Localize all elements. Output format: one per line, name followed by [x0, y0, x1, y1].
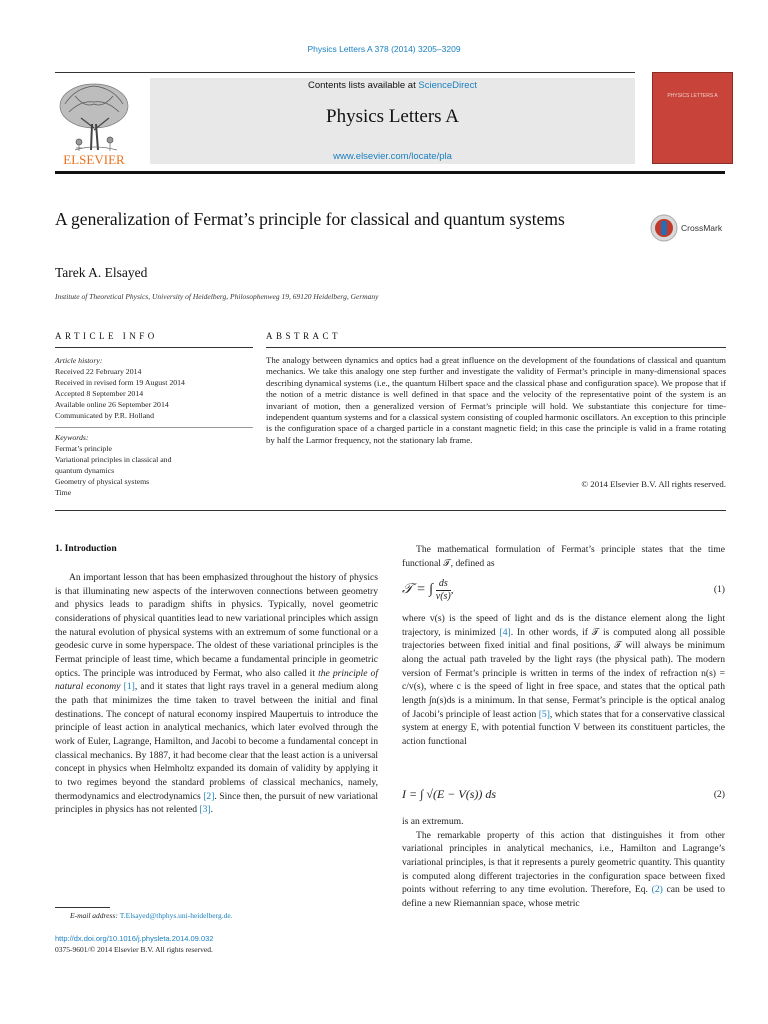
footnote-rule: [55, 907, 110, 908]
article-title: A generalization of Fermat’s principle for classical and quantum systems: [55, 209, 565, 229]
equation-2-body: I = ∫ √(E − V(s)) ds: [402, 787, 497, 801]
reference-link[interactable]: [4]: [499, 626, 511, 638]
equation-2: [402, 787, 725, 817]
abstract-text: The analogy between dynamics and optics had a great influence on the development of the foundations of classical and quantum mechanics. We take this analogy one step further and investigate the validity of Fermat’s principle in many-dimensional spaces describing dynamical systems (i.e., the quantum Hilbert space and the classical phase and configuration space). We propose that if the notion of a metric distance is well defined in that space and the velocity of the representative point of the system is an invariant of motion, then a generalized version of Fermat’s principle will hold. We substantiate this conjecture for time-independent quantum systems and for a classical system consisting of coupled harmonic oscillators. An exception to this principle is the configuration space of a charged particle in a constant magnetic field; in this case the principle is valid in a frame rotating by half the Larmor frequency, not the stationary lab frame.: [266, 355, 726, 445]
reference-link[interactable]: [5]: [538, 708, 550, 720]
issn-copyright: 0375-9601/© 2014 Elsevier B.V. All rights reserved.: [55, 945, 213, 954]
intro-paragraph-2: The mathematical formulation of Fermat’s principle states that the time functional 𝒯, defined as: [402, 544, 725, 569]
abstract-bottom-rule: [55, 510, 726, 511]
right-column-top: [402, 543, 725, 570]
journal-title-box: [150, 78, 635, 164]
keyword-item: quantum dynamics: [55, 466, 115, 475]
introduction-heading: 1. Introduction: [55, 543, 117, 554]
header-top-rule: [55, 72, 635, 73]
intro-paragraph-5: The remarkable property of this action that distinguishes it from other variational principles in analytical mechanics, i.e., Hamilton and Lagrange’s variational principles, is that it represents a purely geometric quantity. This quantity is computed along different trajectories in the configuration space between fixed points without referring to any time evolution. Therefore, Eq. (2) can be used to define a new Riemannian space, whose metric: [402, 829, 726, 909]
journal-header: [55, 70, 733, 170]
crossmark-label: CrossMark: [681, 223, 723, 233]
intro-paragraph-1: An important lesson that has been emphasized throughout the history of physics is that illuminating new aspects of the interwoven connections between geometry and physics leads to paradigm shifts in physics. Typically, novel geometric considerations of physical quantities lead to new variational principles which assign the natural evolution of physical systems with an extremum of some functional or a geodesic curve in some hyperspace. The oldest of these variational principles is the Fermat principle of least time, which became a fundamental principle in geometric optics. The principle was introduced by Fermat, who also called it the principle of natural economy [1], and it states that light rays travel in a general medium along the path that minimizes the time taken to travel between the initial and final destinations. The concept of natural economy inspired Maupertuis to introduce the principle of least action in analytical mechanics, which later evolved through the work of Euler, Lagrange, Hamilton, and Jacobi to become a fundamental concept in classical mechanics. By 1887, it had become clear that the least action is a universal concept in physics when Helmholtz expanded its domain of validity by applying it to two regimes beyond the standard problems of classical mechanics, namely, thermodynamics and electrodynamics [2]. Since then, the pursuit of new variational principles in physics has not relented [3].: [55, 572, 378, 816]
intro-paragraph-3: where v(s) is the speed of light and ds is the distance element along the light trajectory, is minimized [4]. In other words, if 𝒯 is computed along all possible trajectories between fixed initial and final positions, 𝒯 will always be minimum along the actual path traveled by the light rays (the physical path). The modern version of Fermat’s principle is written in terms of the index of refraction n(s) = c/v(s), where c is the speed of light in free space, and states that the optical path length ∫n(s)ds is a minimum. In that sense, Fermat’s principle is the optical analog of Jacobi’s principle of least action [5], which states that for a conservative classical system at energy E, with potential function V between its constituent particles, the action functional: [402, 613, 725, 747]
keyword-item: Geometry of physical systems: [55, 477, 150, 486]
reference-link[interactable]: [3]: [199, 804, 211, 816]
contents-prefix: Contents lists available at: [308, 80, 419, 91]
doi-link[interactable]: http://dx.doi.org/10.1016/j.physleta.2014.09.032: [55, 934, 214, 943]
cover-title: PHYSICS LETTERS A: [667, 93, 718, 99]
journal-cover-thumbnail[interactable]: [652, 72, 733, 164]
equation-1: [402, 578, 725, 608]
left-column: [55, 571, 378, 817]
journal-reference-link[interactable]: Physics Letters A 378 (2014) 3205–3209: [307, 44, 461, 54]
history-item: Received 22 February 2014: [55, 367, 142, 376]
author-affiliation: Institute of Theoretical Physics, University of Heidelberg, Philosophenweg 19, 69120 Heidelberg, Germany: [55, 292, 379, 301]
info-divider: [55, 427, 253, 428]
history-item: Received in revised form 19 August 2014: [55, 378, 185, 387]
history-item: Communicated by P.R. Holland: [55, 411, 154, 420]
journal-homepage-link[interactable]: www.elsevier.com/locate/pla: [333, 151, 452, 162]
reference-link[interactable]: [2]: [203, 790, 215, 802]
sciencedirect-link[interactable]: ScienceDirect: [418, 80, 477, 91]
right-column-bottom: [402, 815, 725, 911]
email-link[interactable]: T.Elsayed@thphys.uni-heidelberg.de.: [119, 911, 233, 920]
equation-2-label: (2): [713, 789, 725, 800]
intro-paragraph-4: is an extremum.: [402, 816, 464, 827]
keyword-item: Time: [55, 488, 72, 497]
right-column-middle: [402, 612, 725, 749]
author-name: Tarek A. Elsayed: [55, 265, 148, 280]
equation-1-label: (1): [713, 584, 725, 595]
article-info-heading: ARTICLE INFO: [55, 331, 158, 341]
keywords-block: [55, 432, 253, 498]
article-info-rule: [55, 347, 253, 348]
abstract-heading: ABSTRACT: [266, 331, 342, 341]
keywords-label: Keywords:: [55, 433, 89, 442]
contents-line: [150, 80, 635, 91]
crossmark-badge[interactable]: [650, 214, 740, 244]
journal-name: Physics Letters A: [326, 106, 459, 127]
equation-link[interactable]: (2): [651, 884, 663, 896]
history-item: Available online 26 September 2014: [55, 400, 169, 409]
keyword-item: Variational principles in classical and: [55, 455, 172, 464]
equation-1-fraction: $\frac{ds}{v(s)}$: [435, 578, 451, 602]
header-bottom-rule: [55, 171, 725, 174]
elsevier-tree-icon: [55, 78, 133, 168]
equation-1-body: 𝒯 = ∫ $\frac{ds}{v(s)}$ ,: [402, 578, 454, 602]
abstract-copyright: © 2014 Elsevier B.V. All rights reserved.: [581, 479, 726, 489]
reference-link[interactable]: [1]: [123, 681, 135, 693]
abstract-rule: [266, 347, 726, 348]
crossmark-icon: [650, 214, 678, 242]
history-label: Article history:: [55, 356, 103, 365]
svg-text:ELSEVIER: ELSEVIER: [63, 152, 125, 167]
elsevier-logo: [55, 78, 133, 168]
keyword-item: Fermat’s principle: [55, 444, 112, 453]
article-history: [55, 355, 253, 421]
footnote-email: E-mail address: T.Elsayed@thphys.uni-heidelberg.de.: [70, 911, 233, 920]
history-item: Accepted 8 September 2014: [55, 389, 144, 398]
